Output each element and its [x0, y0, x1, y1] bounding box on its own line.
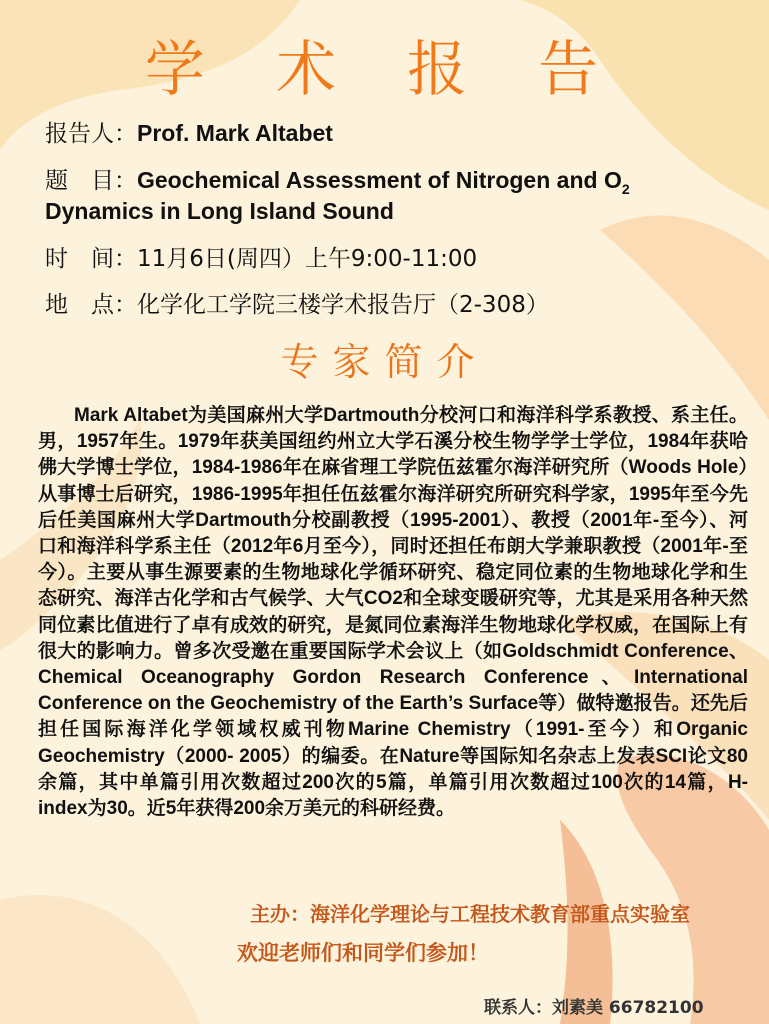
poster-title: 学 术 报 告 — [144, 35, 625, 105]
speaker-line — [45, 118, 745, 149]
place-label: 地 点： — [45, 292, 137, 318]
time-line — [45, 244, 745, 274]
place-line — [45, 290, 745, 320]
expert-intro-heading: 专家简介 — [280, 340, 489, 384]
time-label: 时 间： — [45, 246, 137, 272]
topic-subscript: 2 — [621, 181, 630, 197]
speaker-biography: Mark Altabet为美国麻州大学Dartmouth分校河口和海洋科学系教授、系主任。男，1957年生。1979年获美国纽约州立大学石溪分校生物学学士学位，1984年获哈佛大学博士学位，1984-1986年在麻省理工学院伍兹霍尔海洋研究所（Woods Hole）从事博士后研究，1986-1995年担任伍兹霍尔海洋研究所研究科学家，1995年至今先后任美国麻州大学Dartmouth分校副教授（1995-2001）、教授（2001年-至今）、河口和海洋科学系主任（2012年6月至今），同时还担任布朗大学兼职教授（2001年-至今）。主要从事生源要素的生物地球化学循环研究、稳定同位素的生物地球化学和生态研究、海洋古化学和古气候学、大气CO2和全球变暖研究等，尤其是采用各种天然同位素比值进行了卓有成效的研究，是氮同位素海洋生物地球化学权威，在国际上有很大的影响力。曾多次受邀在重要国际学术会议上（如Goldschmidt Conference、Chemical Oceanography Gordon Research Conference、International Conference on the Geochemistry of the Earth’s Surface等）做特邀报告。还先后担任国际海洋化学领域权威刊物Marine Chemistry（1991-至今）和Organic Geochemistry（2000- 2005）的编委。在Nature等国际知名杂志上发表SCI论文80余篇，其中单篇引用次数超过200次的5篇，单篇引用次数超过100次的14篇，H-index为30。近5年获得200余万美元的科研经费。 — [38, 405, 748, 820]
organizer-text: 主办：海洋化学理论与工程技术教育部重点实验室 — [250, 902, 690, 926]
place-value: 化学化工学院三楼学术报告厅（2-308） — [137, 292, 549, 318]
contact-info: 联系人：刘素美 66782100 — [484, 998, 704, 1018]
topic-title-continued: Dynamics in Long Island Sound — [45, 198, 394, 224]
speaker-name: Prof. Mark Altabet — [137, 120, 333, 146]
topic-label: 题 目： — [45, 168, 137, 194]
welcome-text: 欢迎老师们和同学们参加！ — [237, 940, 489, 965]
topic-title: Geochemical Assessment of Nitrogen and O — [137, 167, 622, 193]
time-value: 11月6日(周四）上午9:00-11:00 — [137, 246, 478, 272]
speaker-label: 报告人： — [45, 121, 137, 147]
topic-line-2 — [45, 196, 745, 227]
